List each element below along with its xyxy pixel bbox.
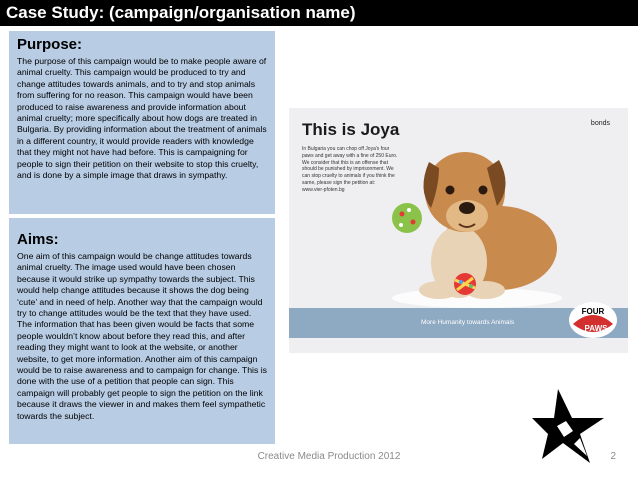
aims-heading: Aims: xyxy=(17,231,59,248)
puppy-illustration xyxy=(387,130,567,310)
purpose-heading: Purpose: xyxy=(17,36,83,53)
footer-text: Creative Media Production 2012 xyxy=(257,451,401,462)
purpose-panel xyxy=(9,31,275,214)
aims-panel xyxy=(9,218,275,444)
aims-body: One aim of this campaign would be change attitudes towards animal cruelty. The image used would have been chosen because it would strike up sympathy towards the subject. This would help change attitudes because it shows the dog being ‘cute’ and in need of help. Another way that the campaign would try to change attitudes would be the text that they have used. The information that has been given would be facts that some people wouldn’t know about before they read this, and after reading they might want to look at the website, or another website, to get more information. Another aim of this campaign would be to raise awareness and to campaign for change. This is done with the use of a petition that people can sign. This campaign will probably get people to sign the petition on the link because it draws the viewer in and makes them feel sympathetic towards the subject. xyxy=(17,251,267,421)
advert-copy: In Bulgaria you can chop off Joya's four paws and get away with a fine of 250 Euro. We consider that this is an offense that should be punished by imprisonment. We can stop cruelty to animals if you think the same, please sign the petition at: www.vier-pfoten.bg xyxy=(302,146,398,193)
advert-headline: This is Joya xyxy=(302,120,400,139)
page-number: 2 xyxy=(610,451,616,462)
logo-text-bottom: PAWS xyxy=(584,324,608,333)
purpose-body: The purpose of this campaign would be to make people aware of animal cruelty. This campaign would be produced to try and change attitudes towards animals, and to try and stop animals from suffering for no reason. This campaign would have been produced to raise awareness and provide information about animal cruelty; more specifically about how dogs are treated in Bulgaria. By providing information about the treatment of animals in a different country, it would provide readers with knowledge that they might not have had before. This is campaigning for people to sign their petition on their website to stop this cruelty, and is done by a simple image that draws in sympathy. xyxy=(17,56,267,181)
advert-slogan: More Humanity towards Animals xyxy=(421,319,515,326)
four-paws-logo xyxy=(565,294,621,342)
slide-title: Case Study: (campaign/organisation name) xyxy=(0,0,638,26)
logo-text-top: FOUR xyxy=(581,307,605,316)
campaign-advert-image xyxy=(289,108,628,353)
star-logo-icon xyxy=(530,388,606,464)
advert-brand: bonds xyxy=(590,120,610,127)
